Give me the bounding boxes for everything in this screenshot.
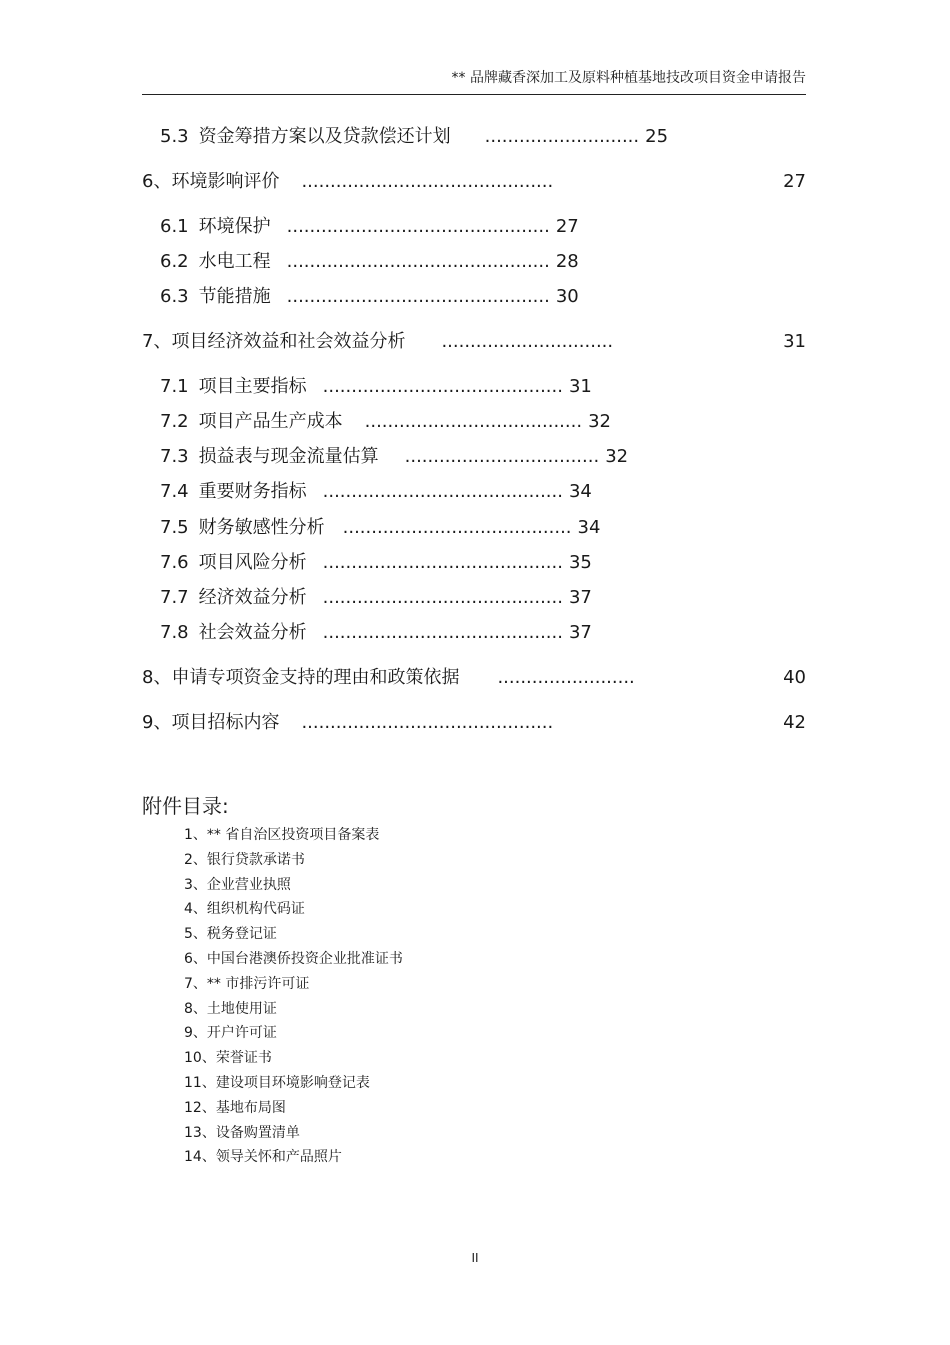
toc-page-number: 34	[568, 481, 592, 502]
toc-leader: ..........................................	[322, 481, 563, 502]
attachment-item: 8、土地使用证	[184, 1000, 277, 1017]
attachments-heading: 附件目录:	[142, 794, 229, 818]
toc-leader: ..................................	[404, 446, 600, 467]
attachment-item: 2、银行贷款承诺书	[184, 851, 305, 868]
toc-number: 7.5	[160, 517, 189, 538]
toc-number: 6.1	[160, 216, 189, 237]
attachment-item: 13、设备购置清单	[184, 1124, 300, 1141]
toc-page-number: 31	[568, 376, 592, 397]
toc-leader: ...........................	[484, 126, 640, 147]
attachment-item: 14、领导关怀和产品照片	[184, 1149, 342, 1166]
toc-entry-6-2[interactable]	[160, 249, 579, 275]
toc-title: 损益表与现金流量估算	[198, 446, 379, 467]
toc-page-number: 35	[568, 552, 592, 573]
toc-number: 6.2	[160, 251, 189, 272]
toc-entry-6-1[interactable]	[160, 214, 579, 240]
toc-title: 申请专项资金支持的理由和政策依据	[171, 667, 460, 688]
attachment-item: 9、开户许可证	[184, 1025, 277, 1042]
toc-leader: ..............................................	[286, 251, 550, 272]
toc-page-number: 32	[588, 411, 611, 432]
toc-number: 5.3	[160, 126, 189, 147]
toc-leader: ..........................................	[322, 622, 563, 643]
toc-number: 7.4	[160, 481, 189, 502]
toc-number: 7.1	[160, 376, 189, 397]
toc-page-number: 27	[783, 171, 806, 192]
toc-title: 项目招标内容	[171, 712, 280, 733]
toc-title: 节能措施	[198, 286, 271, 307]
toc-page-number: 34	[577, 517, 601, 538]
toc-title: 资金筹措方案以及贷款偿还计划	[198, 126, 451, 147]
toc-leader: ........................................	[342, 517, 572, 538]
toc-page-number: 37	[568, 622, 592, 643]
toc-page-number: 30	[555, 286, 579, 307]
toc-title: 项目风险分析	[198, 552, 307, 573]
toc-leader: ............................................	[301, 712, 554, 733]
toc-number: 7.7	[160, 587, 189, 608]
toc-page-number: 32	[605, 446, 629, 467]
toc-entry-7-6[interactable]	[160, 550, 592, 576]
toc-number: 7.2	[160, 411, 189, 432]
toc-leader: ............................................	[301, 171, 554, 192]
toc-leader: ..........................................	[322, 587, 563, 608]
toc-title: 重要财务指标	[198, 481, 307, 502]
toc-leader: ......................................	[364, 411, 583, 432]
toc-number: 7.6	[160, 552, 189, 573]
attachment-item: 4、组织机构代码证	[184, 901, 305, 918]
toc-number: 8、	[142, 667, 172, 688]
attachment-item: 3、企业营业执照	[184, 876, 291, 893]
toc-entry-6-3[interactable]	[160, 284, 579, 310]
toc-entry-7-1[interactable]	[160, 374, 592, 400]
report-header-title: ** 品牌藏香深加工及原料种植基地技改项目资金申请报告	[451, 70, 806, 86]
toc-title: 水电工程	[198, 251, 271, 272]
toc-entry-7-2[interactable]	[160, 409, 611, 435]
toc-leader: ..........................................	[322, 376, 563, 397]
header-divider	[142, 94, 806, 95]
attachment-item: 10、荣誉证书	[184, 1050, 272, 1067]
toc-entry-7-7[interactable]	[160, 585, 592, 611]
toc-chapter-9[interactable]	[142, 710, 806, 736]
toc-title: 社会效益分析	[198, 622, 307, 643]
toc-entry-7-5[interactable]	[160, 515, 600, 541]
toc-entry-7-4[interactable]	[160, 479, 592, 505]
page-number: II	[471, 1251, 479, 1265]
toc-number: 9、	[142, 712, 172, 733]
toc-page-number: 27	[555, 216, 579, 237]
attachment-item: 12、基地布局图	[184, 1099, 286, 1116]
toc-leader: ..........................................	[322, 552, 563, 573]
toc-chapter-8[interactable]	[142, 665, 806, 691]
toc-page-number: 25	[645, 126, 669, 147]
toc-leader: ..............................................	[286, 286, 550, 307]
toc-page-number: 28	[555, 251, 579, 272]
toc-leader: ..............................	[441, 331, 614, 352]
toc-title: 环境影响评价	[171, 171, 280, 192]
toc-title: 项目主要指标	[198, 376, 307, 397]
toc-leader: ..............................................	[286, 216, 550, 237]
toc-page-number: 42	[783, 712, 806, 733]
toc-title: 财务敏感性分析	[198, 517, 325, 538]
toc-page-number: 31	[783, 331, 806, 352]
toc-title: 环境保护	[198, 216, 271, 237]
toc-title: 项目经济效益和社会效益分析	[171, 331, 406, 352]
attachment-item: 1、** 省自治区投资项目备案表	[184, 827, 380, 843]
toc-page-number: 40	[783, 667, 806, 688]
toc-chapter-7[interactable]	[142, 329, 806, 355]
toc-chapter-6[interactable]	[142, 169, 806, 195]
attachments-list	[184, 823, 403, 1170]
toc-entry-7-3[interactable]	[160, 444, 628, 470]
toc-number: 7.8	[160, 622, 189, 643]
toc-number: 7、	[142, 331, 172, 352]
toc-title: 项目产品生产成本	[198, 411, 343, 432]
attachment-item: 7、** 市排污许可证	[184, 975, 310, 992]
attachment-item: 11、建设项目环境影响登记表	[184, 1074, 370, 1091]
toc-entry-7-8[interactable]	[160, 620, 592, 646]
toc-number: 7.3	[160, 446, 189, 467]
toc-number: 6、	[142, 171, 172, 192]
toc-entry-5-3[interactable]	[160, 124, 668, 150]
toc-page-number: 37	[568, 587, 592, 608]
attachment-item: 5、税务登记证	[184, 926, 277, 943]
toc-title: 经济效益分析	[198, 587, 307, 608]
attachment-item: 6、中国台港澳侨投资企业批准证书	[184, 950, 403, 967]
toc-leader: ........................	[497, 667, 635, 688]
toc-number: 6.3	[160, 286, 189, 307]
